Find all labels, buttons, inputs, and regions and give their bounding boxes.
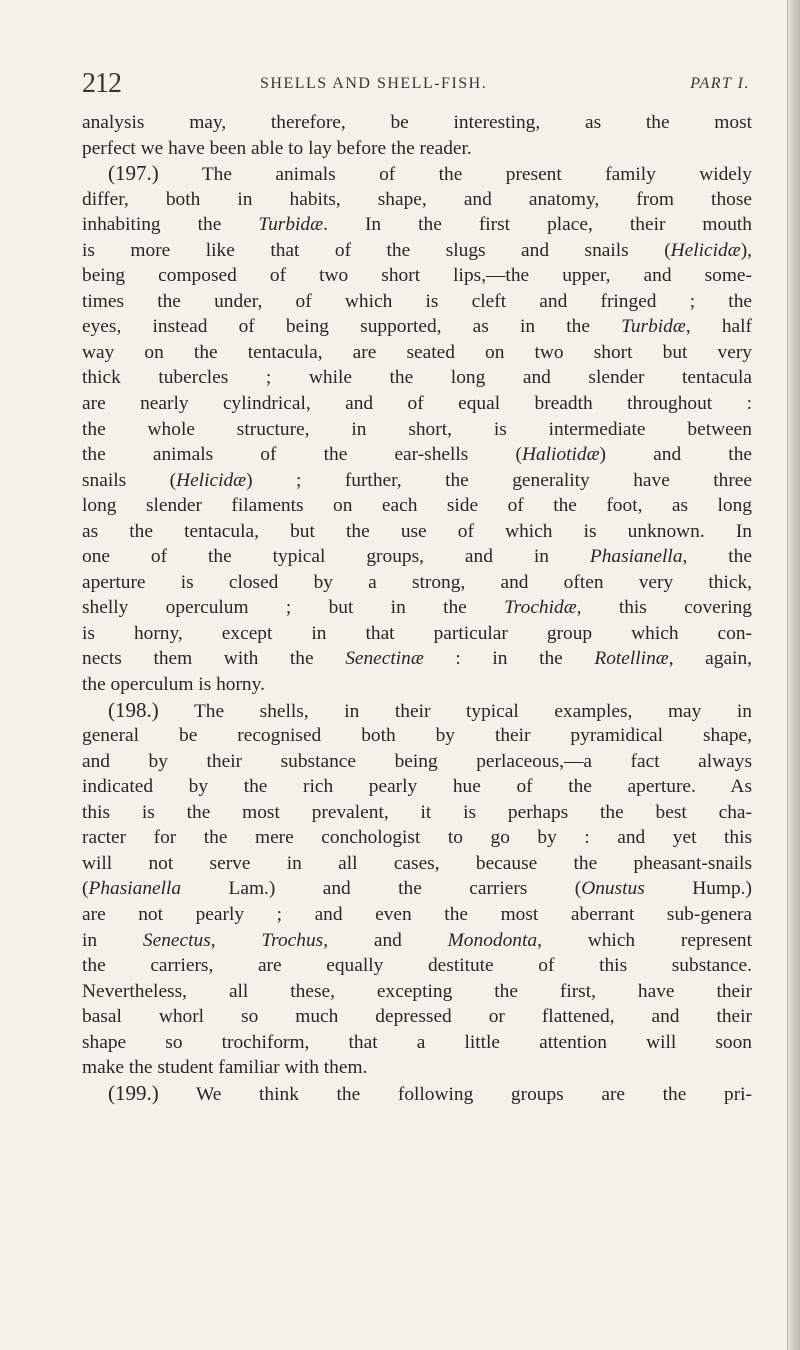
italic-term: Phasianella [589, 546, 683, 568]
text-run: analysis may, therefore, be interesting, as the most [82, 112, 752, 133]
text-line [82, 187, 752, 213]
text-run: Nevertheless, all these, excepting the first, have their [82, 980, 752, 1002]
text-run: eyes, instead of being supported, as in the [82, 316, 622, 338]
text-run: will not serve in all cases, because the pheasant-snails [82, 852, 752, 874]
text-run: general be recognised both by their pyramidical shape, [82, 725, 752, 747]
text-run: . In the first place, their mouth [323, 214, 752, 236]
text-run: as the tentacula, but the use of which is unknown. In [82, 520, 752, 542]
text-run: , [210, 929, 262, 951]
text-line [82, 1030, 752, 1056]
text-line [82, 391, 752, 417]
text-run: aperture is closed by a strong, and often very thick, [82, 571, 752, 593]
text-line [82, 749, 752, 775]
text-line [82, 774, 752, 800]
text-run: basal whorl so much depressed or flattened, and their [82, 1006, 752, 1028]
text-run: are not pearly ; and even the most aberrant sub-genera [82, 903, 752, 925]
text-run: differ, both in habits, shape, and anatomy, from those [82, 188, 752, 210]
text-run: nects them with the [82, 648, 346, 670]
text-run: Hump.) [644, 878, 752, 900]
text-line [82, 493, 752, 519]
text-run: snails ( [82, 469, 177, 491]
text-run: way on the tentacula, are seated on two short but very [82, 341, 752, 363]
text-run: long slender filaments on each side of the foot, as long [82, 495, 752, 517]
text-run: Lam.) and the carriers ( [181, 878, 582, 900]
text-run: We think the following groups are the pri- [158, 1083, 752, 1105]
italic-term: Helicidæ [670, 239, 741, 261]
text-line [82, 365, 752, 391]
text-line [82, 212, 752, 238]
text-line [82, 570, 752, 596]
text-line [82, 723, 752, 749]
page-edge [787, 0, 800, 1350]
text-run: ) and the [599, 444, 752, 466]
italic-term: Phasianella [88, 878, 182, 900]
text-line [82, 646, 752, 672]
text-run: shape so trochiform, that a little attention will soon [82, 1031, 752, 1053]
text-line [82, 595, 752, 621]
text-run: perfect we have been able to lay before the reader. [82, 137, 472, 159]
text-run: inhabiting the [82, 214, 259, 236]
text-line [82, 110, 752, 136]
text-line [82, 1081, 752, 1107]
text-line [82, 442, 752, 468]
text-line [82, 876, 752, 902]
text-line [82, 417, 752, 443]
italic-term: Rotellinæ [594, 648, 669, 670]
text-run: , and [323, 929, 448, 951]
section-number: (197.) [108, 161, 159, 186]
text-line [82, 1004, 752, 1030]
page-header [82, 68, 750, 102]
text-line [82, 136, 752, 162]
italic-term: Haliotidæ [521, 444, 600, 466]
text-run: one of the typical groups, and in [82, 546, 590, 568]
text-line [82, 800, 752, 826]
italic-term: Helicidæ [176, 469, 247, 491]
text-run: thick tubercles ; while the long and slender tentacula [82, 367, 752, 389]
text-run: The shells, in their typical examples, may in [158, 700, 752, 722]
text-line [82, 340, 752, 366]
text-run: and by their substance being perlaceous,—a fact always [82, 750, 752, 772]
text-run: ( [82, 878, 89, 900]
italic-term: Senectinæ [345, 648, 424, 670]
italic-term: Senectus [142, 929, 211, 951]
running-title: SHELLS AND SHELL-FISH. [260, 75, 488, 92]
body-text [82, 110, 752, 1106]
section-number: (199.) [108, 1080, 159, 1105]
text-line [82, 314, 752, 340]
text-run: The animals of the present family widely [158, 164, 752, 186]
text-run: ), [740, 239, 752, 261]
page-number: 212 [82, 68, 121, 99]
text-run: the whole structure, in short, is intermediate between [82, 418, 752, 440]
text-line [82, 544, 752, 570]
text-run: indicated by the rich pearly hue of the aperture. As [82, 776, 752, 798]
text-run: , again, [668, 648, 752, 670]
italic-term: Turbidæ [621, 316, 686, 338]
text-run: , this covering [576, 597, 752, 619]
part-label: PART I. [690, 75, 750, 92]
text-line [82, 928, 752, 954]
text-run: the operculum is horny. [82, 674, 265, 696]
text-line [82, 979, 752, 1005]
text-run: : in the [423, 648, 595, 670]
text-line [82, 851, 752, 877]
text-line [82, 468, 752, 494]
text-run: is more like that of the slugs and snails ( [82, 239, 671, 261]
text-line [82, 519, 752, 545]
italic-term: Monodonta [447, 929, 538, 951]
text-run: in [82, 929, 143, 951]
text-line [82, 953, 752, 979]
text-run: , which represent [537, 929, 752, 951]
text-run: the animals of the ear-shells ( [82, 444, 522, 466]
text-line [82, 902, 752, 928]
text-run: ) ; further, the generality have three [246, 469, 752, 491]
text-line [82, 263, 752, 289]
text-run: is horny, except in that particular group which con- [82, 622, 752, 644]
text-line [82, 238, 752, 264]
text-line [82, 161, 752, 187]
text-run: , half [685, 316, 752, 338]
text-run: the carriers, are equally destitute of this substance. [82, 955, 752, 977]
text-line [82, 289, 752, 315]
italic-term: Onustus [581, 878, 645, 900]
text-run: are nearly cylindrical, and of equal breadth throughout : [82, 393, 752, 415]
text-run: this is the most prevalent, it is perhaps the best cha- [82, 801, 752, 823]
text-run: times the under, of which is cleft and fringed ; the [82, 290, 752, 312]
text-run: shelly operculum ; but in the [82, 597, 505, 619]
text-run: make the student familiar with them. [82, 1057, 368, 1079]
text-run: , the [682, 546, 752, 568]
text-run: racter for the mere conchologist to go by : and yet this [82, 827, 752, 849]
text-line [82, 1055, 752, 1081]
section-number: (198.) [108, 697, 159, 722]
text-line [82, 698, 752, 724]
italic-term: Turbidæ [258, 214, 324, 236]
text-line [82, 672, 752, 698]
italic-term: Trochidæ [504, 597, 577, 619]
italic-term: Trochus [261, 929, 324, 951]
text-line [82, 825, 752, 851]
text-run: being composed of two short lips,—the upper, and some- [82, 265, 752, 287]
text-line [82, 621, 752, 647]
